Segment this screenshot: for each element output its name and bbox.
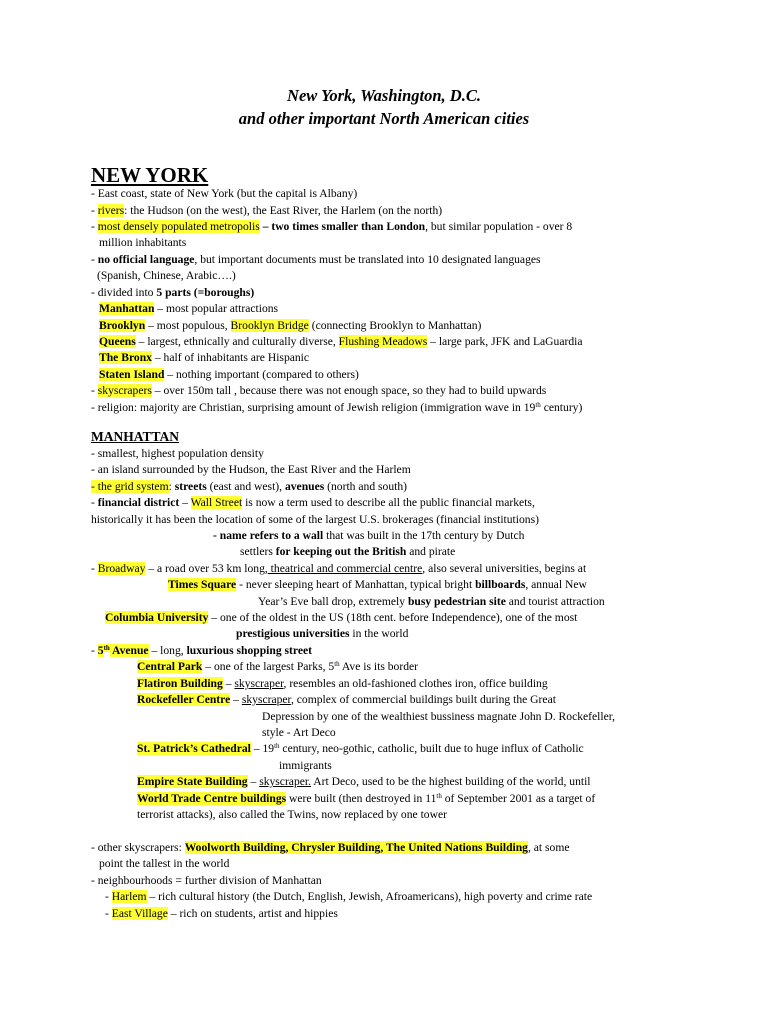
man-line-brokerages: historically it has been the location of some of the largest U.S. brokerages (financial institutions) xyxy=(91,513,539,526)
man-line-other-skyscrapers: - other skyscrapers: Woolworth Building, Chrysler Building, The United Nations Building, at some xyxy=(91,841,570,854)
ny-line-language: - no official language, but important documents must be translated into 10 designated languages xyxy=(91,253,541,266)
man-line-st-patrick: St. Patrick’s Cathedral – 19th century, neo-gothic, catholic, built due to huge influx of Catholic xyxy=(137,742,584,755)
ny-line-boroughs: - divided into 5 parts (=boroughs) xyxy=(91,286,255,299)
man-line-times-square: Times Square - never sleeping heart of Manhattan, typical bright billboards, annual New xyxy=(168,578,587,591)
man-line-rockefeller: Rockefeller Centre – skyscraper, complex of commercial buildings built during the Great xyxy=(137,693,556,706)
ny-line-metropolis: - most densely populated metropolis – two times smaller than London, but similar population - over 8 xyxy=(91,220,573,233)
man-line-grid: - the grid system: streets (east and west), avenues (north and south) xyxy=(91,480,408,493)
man-line-island: - an island surrounded by the Hudson, the East River and the Harlem xyxy=(91,463,411,476)
man-line-empire-state: Empire State Building – skyscraper. Art Deco, used to be the highest building of the world, until xyxy=(137,775,591,788)
man-line-financial: - financial district – Wall Street is now a term used to describe all the public financial markets, xyxy=(91,496,535,509)
borough-brooklyn: Brooklyn – most populous, Brooklyn Bridge (connecting Brooklyn to Manhattan) xyxy=(99,319,482,332)
man-line-columbia: Columbia University – one of the oldest in the US (18th cent. before Independence), one of the most xyxy=(105,611,578,624)
man-line-columbia-cont: prestigious universities in the world xyxy=(236,627,409,640)
borough-bronx: The Bronx – half of inhabitants are Hispanic xyxy=(99,351,310,364)
neighbourhood-harlem: - Harlem – rich cultural history (the Dutch, English, Jewish, Afroamericans), high poverty and crime rate xyxy=(105,890,593,903)
ny-line-east-coast: - East coast, state of New York (but the capital is Albany) xyxy=(91,187,358,200)
man-line-wall-name: - name refers to a wall that was built in the 17th century by Dutch xyxy=(213,529,525,542)
man-line-settlers: settlers for keeping out the British and pirate xyxy=(240,545,456,558)
ny-line-language-cont: (Spanish, Chinese, Arabic….) xyxy=(97,269,236,282)
man-line-neighbourhoods: - neighbourhoods = further division of Manhattan xyxy=(91,874,322,887)
borough-queens: Queens – largest, ethnically and culturally diverse, Flushing Meadows – large park, JFK and LaGuardia xyxy=(99,335,583,348)
document-title-line-2: and other important North American cities xyxy=(238,109,530,128)
ny-line-metropolis-cont: million inhabitants xyxy=(99,236,187,249)
borough-manhattan: Manhattan – most popular attractions xyxy=(99,302,279,315)
man-line-fifth-avenue: - 5th Avenue – long, luxurious shopping street xyxy=(91,644,312,657)
ny-line-religion: - religion: majority are Christian, surprising amount of Jewish religion (immigration wave in 19th century) xyxy=(91,401,583,414)
man-line-times-square-cont: Year’s Eve ball drop, extremely busy pedestrian site and tourist attraction xyxy=(258,595,605,608)
man-line-world-trade: World Trade Centre buildings were built (then destroyed in 11th of September 2001 as a target of xyxy=(137,792,596,805)
man-line-density: - smallest, highest population density xyxy=(91,447,264,460)
ny-line-skyscrapers: - skyscrapers – over 150m tall , because there was not enough space, so they had to build upwards xyxy=(91,384,547,397)
heading-new-york: NEW YORK xyxy=(91,163,209,187)
man-line-other-skyscrapers-cont: point the tallest in the world xyxy=(99,857,230,870)
man-line-rockefeller-cont: Depression by one of the wealthiest bussiness magnate John D. Rockefeller, xyxy=(262,710,616,723)
man-line-world-trade-cont: terrorist attacks), also called the Twins, now replaced by one tower xyxy=(137,808,447,821)
man-line-st-patrick-cont: immigrants xyxy=(279,759,332,772)
document-title-line-1: New York, Washington, D.C. xyxy=(287,86,481,105)
man-line-flatiron: Flatiron Building – skyscraper, resembles an old-fashioned clothes iron, office building xyxy=(137,677,548,690)
heading-manhattan: MANHATTAN xyxy=(91,429,179,444)
man-line-broadway: - Broadway – a road over 53 km long, theatrical and commercial centre, also several universities, begins at xyxy=(91,562,587,575)
ny-line-rivers: - rivers: the Hudson (on the west), the East River, the Harlem (on the north) xyxy=(91,204,443,217)
neighbourhood-east-village: - East Village – rich on students, artist and hippies xyxy=(105,907,338,920)
man-line-rockefeller-style: style - Art Deco xyxy=(262,726,336,739)
man-line-central-park: Central Park – one of the largest Parks, 5th Ave is its border xyxy=(137,660,418,673)
borough-staten-island: Staten Island – nothing important (compared to others) xyxy=(99,368,359,381)
